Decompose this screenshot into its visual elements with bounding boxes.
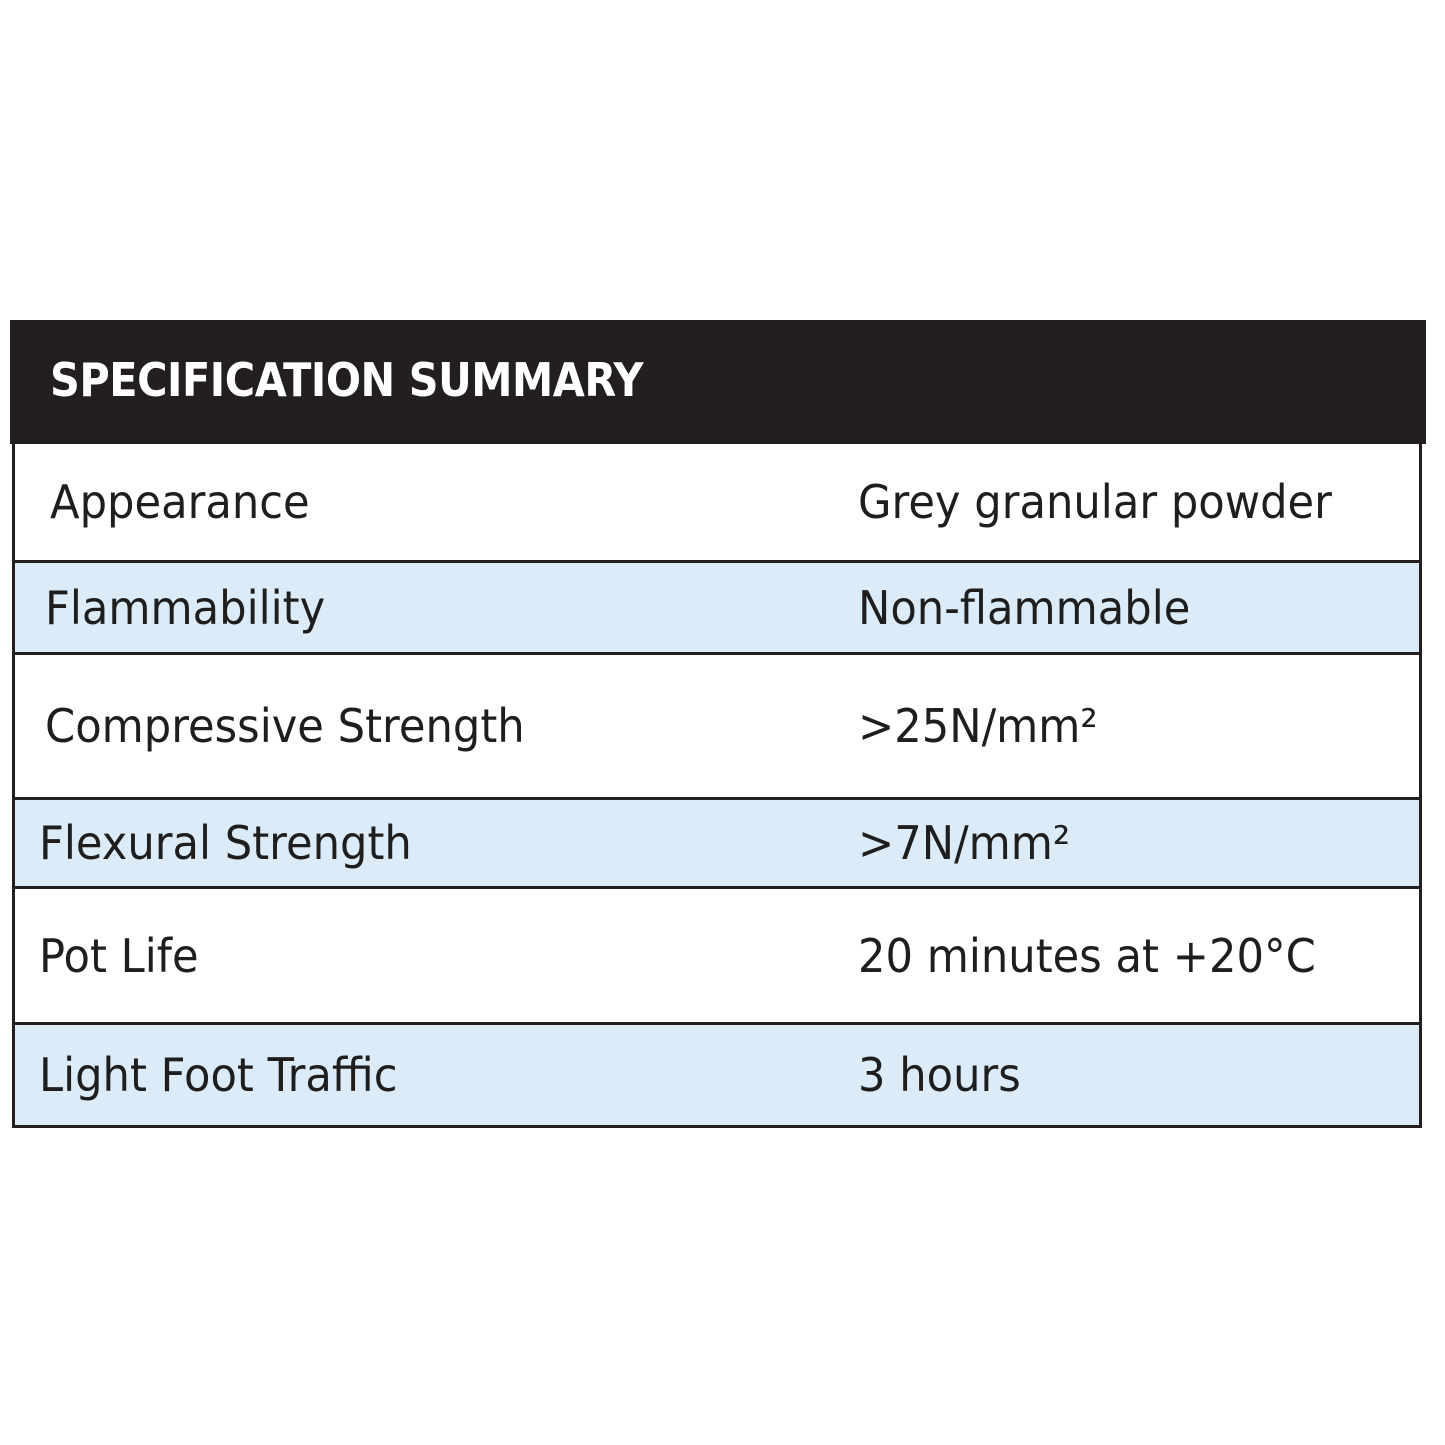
table-row-compressive-strength [15, 652, 1419, 797]
table-row-flammability [15, 560, 1419, 652]
specification-table [10, 320, 1426, 1128]
row-value: >25N/mm² [858, 699, 1098, 753]
row-label: Light Foot Traffic [39, 1048, 398, 1102]
row-value: 20 minutes at +20°C [858, 928, 1316, 983]
table-row-light-foot-traffic [15, 1022, 1419, 1125]
table-row-pot-life [15, 886, 1419, 1022]
table-body [12, 444, 1422, 1128]
table-row-appearance [15, 444, 1419, 560]
row-label: Pot Life [39, 928, 199, 983]
row-label: Flexural Strength [39, 816, 412, 870]
table-header [10, 320, 1426, 444]
row-value: Grey granular powder [858, 475, 1332, 529]
row-value: Non-flammable [858, 580, 1191, 635]
table-title: SPECIFICATION SUMMARY [50, 353, 644, 407]
row-label: Compressive Strength [45, 699, 525, 753]
row-value: >7N/mm² [858, 816, 1071, 870]
row-value: 3 hours [858, 1048, 1021, 1102]
row-label: Flammability [45, 580, 326, 635]
row-label: Appearance [50, 475, 310, 529]
table-row-flexural-strength [15, 797, 1419, 886]
